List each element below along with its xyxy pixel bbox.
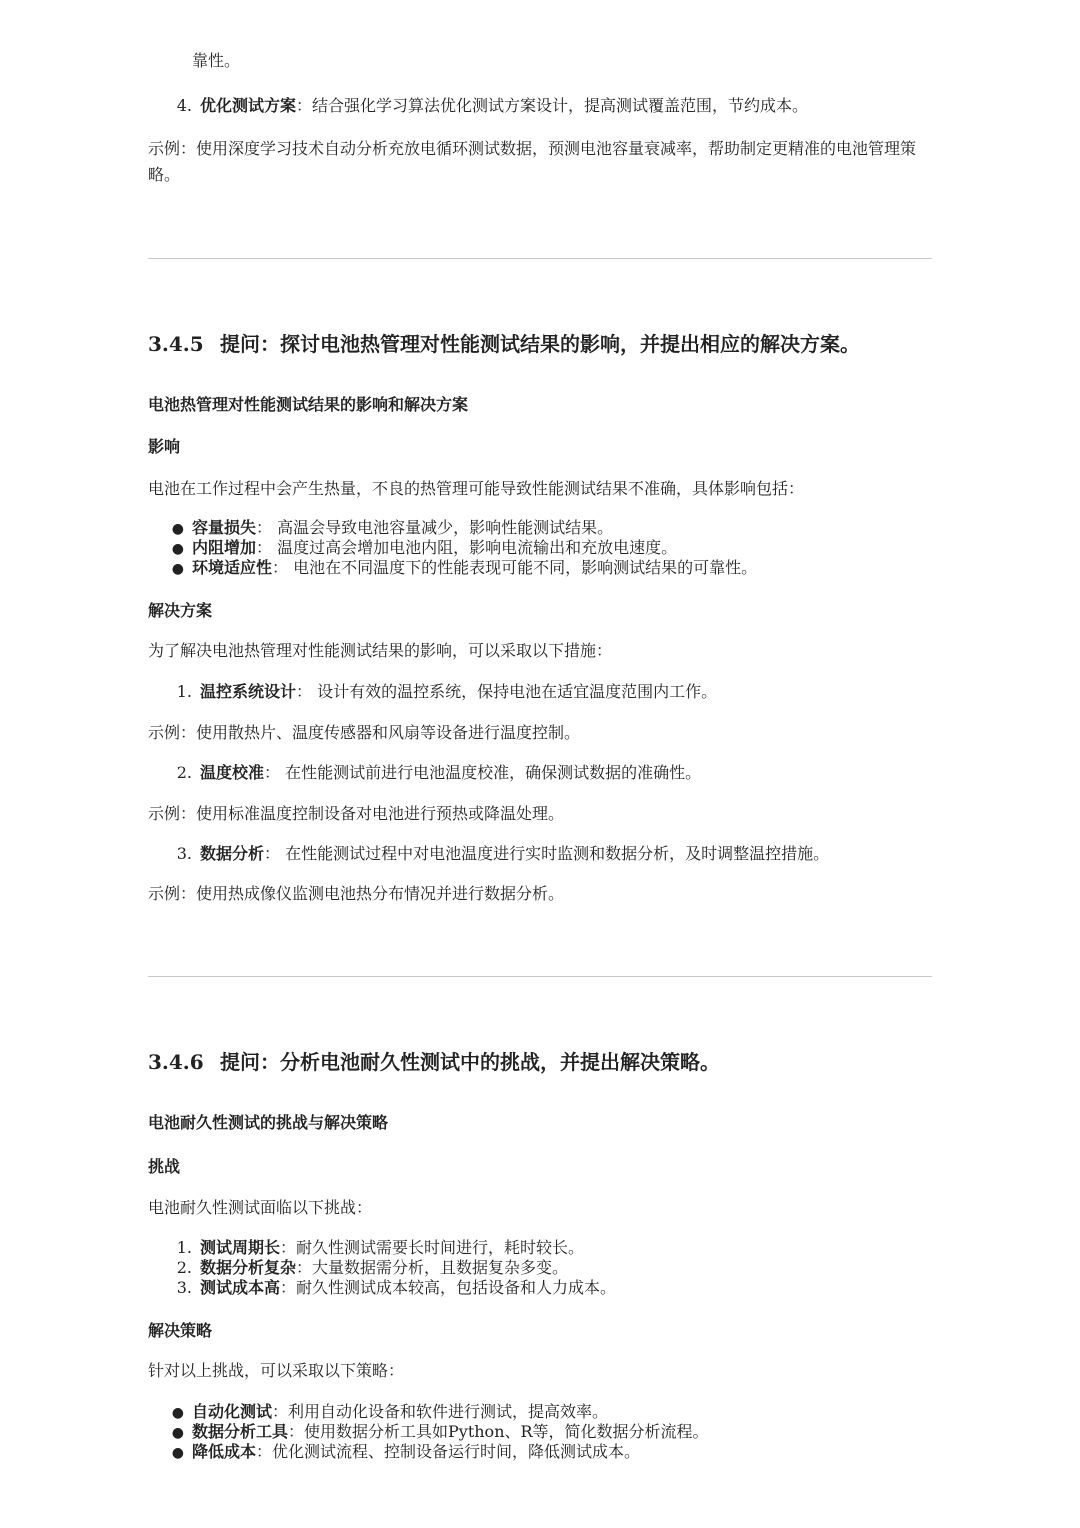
bullet-item: ● 自动化测试：利用自动化设备和软件进行测试，提高效率。 — [148, 1402, 608, 1423]
bullet-item: ● 数据分析工具：使用数据分析工具如Python、R等，简化数据分析流程。 — [148, 1422, 709, 1443]
bullet-item: ● 降低成本：优化测试流程、控制设备运行时间，降低测试成本。 — [148, 1442, 640, 1463]
list-item: 1. 温控系统设计： 设计有效的温控系统，保持电池在适宜温度范围内工作。 — [176, 682, 718, 701]
bullet-icon: ● — [171, 1405, 184, 1421]
list-item: 1. 测试周期长：耐久性测试需要长时间进行，耗时较长。 — [176, 1238, 585, 1257]
list-item: 2. 数据分析复杂：大量数据需分析，且数据复杂多变。 — [176, 1258, 569, 1277]
section-heading-3-4-5: 3.4.5 提问：探讨电池热管理对性能测试结果的影响，并提出相应的解决方案。 — [148, 332, 860, 356]
list-item: 2. 温度校准： 在性能测试前进行电池温度校准，确保测试数据的准确性。 — [176, 763, 702, 782]
subsection-title: 电池耐久性测试的挑战与解决策略 — [148, 1113, 389, 1132]
list-item: 3. 测试成本高：耐久性测试成本较高，包括设备和人力成本。 — [176, 1278, 617, 1297]
challenge-intro: 电池耐久性测试面临以下挑战： — [148, 1198, 373, 1217]
bullet-item: ● 内阻增加： 温度过高会增加电池内阻，影响电流输出和充放电速度。 — [148, 538, 677, 559]
list-item: 4. 优化测试方案：结合强化学习算法优化测试方案设计，提高测试覆盖范围，节约成本。 — [176, 96, 809, 115]
divider — [148, 258, 932, 259]
list-item: 3. 数据分析： 在性能测试过程中对电池温度进行实时监测和数据分析，及时调整温控措施。 — [176, 844, 830, 863]
impact-heading: 影响 — [148, 437, 181, 456]
bullet-icon: ● — [171, 521, 184, 537]
subsection-title: 电池热管理对性能测试结果的影响和解决方案 — [148, 395, 469, 414]
example-paragraph: 示例：使用散热片、温度传感器和风扇等设备进行温度控制。 — [148, 723, 581, 742]
strategy-intro: 针对以上挑战，可以采取以下策略： — [148, 1361, 405, 1380]
solution-heading: 解决方案 — [148, 601, 213, 620]
bullet-item: ● 环境适应性： 电池在不同温度下的性能表现可能不同，影响测试结果的可靠性。 — [148, 558, 757, 579]
example-paragraph: 示例：使用标准温度控制设备对电池进行预热或降温处理。 — [148, 804, 565, 823]
example-paragraph: 示例：使用热成像仪监测电池热分布情况并进行数据分析。 — [148, 884, 565, 903]
impact-intro: 电池在工作过程中会产生热量，不良的热管理可能导致性能测试结果不准确，具体影响包括： — [148, 479, 805, 498]
bullet-item: ● 容量损失： 高温会导致电池容量减少，影响性能测试结果。 — [148, 518, 613, 539]
strategy-heading: 解决策略 — [148, 1321, 213, 1340]
bullet-icon: ● — [171, 1425, 184, 1441]
bullet-icon: ● — [171, 541, 184, 557]
solution-intro: 为了解决电池热管理对性能测试结果的影响，可以采取以下措施： — [148, 641, 613, 660]
bullet-icon: ● — [171, 1445, 184, 1461]
divider — [148, 976, 932, 977]
section-heading-3-4-6: 3.4.6 提问：分析电池耐久性测试中的挑战，并提出解决策略。 — [148, 1050, 720, 1074]
continuation-text: 靠性。 — [192, 51, 241, 70]
challenge-heading: 挑战 — [148, 1157, 181, 1176]
bullet-icon: ● — [171, 561, 184, 577]
example-paragraph: 示例：使用深度学习技术自动分析充放电循环测试数据，预测电池容量衰减率，帮助制定更精准的电池管理策略。 — [148, 139, 917, 184]
